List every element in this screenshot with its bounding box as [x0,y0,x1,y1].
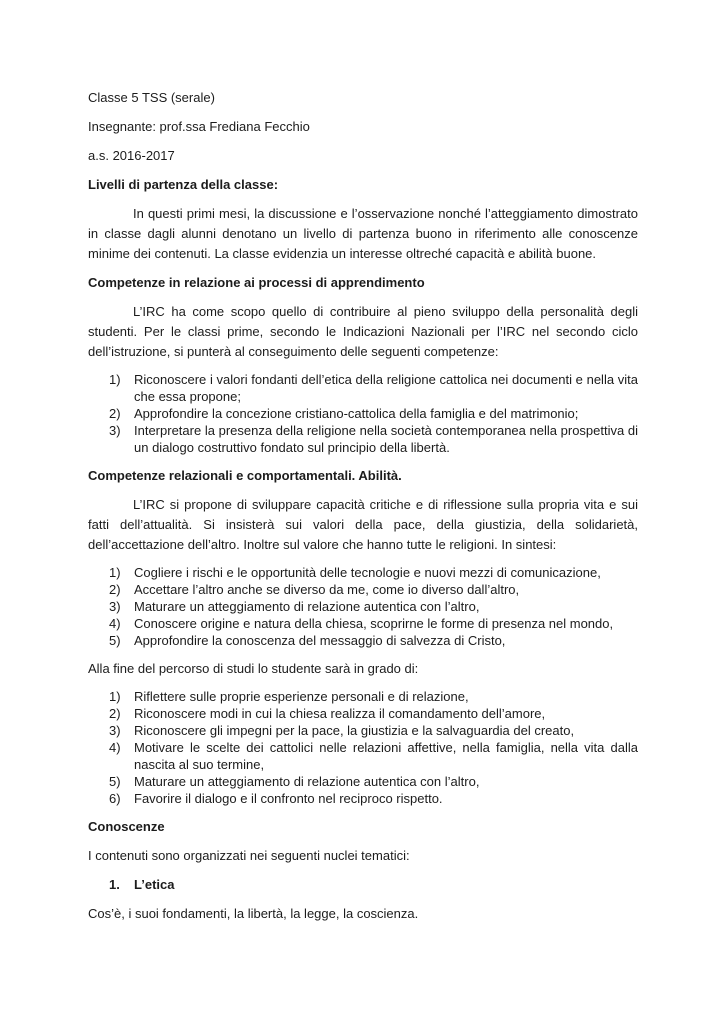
list-item [109,564,638,581]
list-item-number: 1) [109,565,121,580]
paragraph-alla-fine: Alla fine del percorso di studi lo studente sarà in grado di: [88,661,419,676]
list-item [109,722,638,739]
list-item-text: Riconoscere modi in cui la chiesa realizza il comandamento dell’amore, [134,706,546,721]
list-item [109,688,638,705]
list-item-text: Maturare un atteggiamento di relazione autentica con l’altro, [134,599,480,614]
heading-competenze-apprendimento: Competenze in relazione ai processi di apprendimento [88,275,425,290]
list-item-text: Riconoscere i valori fondanti dell’etica della religione cattolica nei documenti e nella vita che essa propone; [134,372,638,404]
list-item-text: Maturare un atteggiamento di relazione autentica con l’altro, [134,774,480,789]
list-item-text: Favorire il dialogo e il confronto nel reciproco rispetto. [134,791,443,806]
school-year-line: a.s. 2016-2017 [88,148,175,163]
list-item [109,773,638,790]
paragraph-irc-propone: L’IRC si propone di sviluppare capacità critiche e di riflessione sulla propria vita e sui fatti dell’attualità. Si insisterà sui valori della pace, della giustizia, della solidarietà, dell’accettazione dell’altro. Inoltre sul valore che hanno tutte le religioni. In sintesi: [88,497,638,552]
list-item-number: 2) [109,406,121,421]
paragraph-contenuti: I contenuti sono organizzati nei seguenti nuclei tematici: [88,848,410,863]
heading-livelli-di-partenza: Livelli di partenza della classe: [88,177,279,192]
list-item-number: 4) [109,740,121,755]
list-item-number: 2) [109,582,121,597]
heading-competenze-relazionali: Competenze relazionali e comportamentali. Abilità. [88,468,402,483]
list-item [109,422,638,456]
list-item-text: Riconoscere gli impegni per la pace, la giustizia e la salvaguardia del creato, [134,723,575,738]
list-item [109,632,638,649]
list-item-number: 3) [109,723,121,738]
list-item-number: 2) [109,706,121,721]
paragraph-livelli: In questi primi mesi, la discussione e l’osservazione nonché l’atteggiamento dimostrato in classe dagli alunni denotano un livello di partenza buono in riferimento alle conoscenze minime dei contenuti. La classe evidenzia un interesse oltreché capacità e abilità buone. [88,206,638,261]
topic-number: 1. [109,877,120,892]
list-item-number: 6) [109,791,121,806]
list-item [109,615,638,632]
list-sintesi [88,564,638,649]
paragraph-etica-description: Cos’è, i suoi fondamenti, la libertà, la legge, la coscienza. [88,906,419,921]
list-item [109,371,638,405]
list-item [109,581,638,598]
list-item-number: 5) [109,774,121,789]
list-item [109,598,638,615]
list-item-text: Conoscere origine e natura della chiesa, scoprirne le forme di presenza nel mondo, [134,616,614,631]
topic-etica [88,875,638,895]
list-item-text: Riflettere sulle proprie esperienze personali e di relazione, [134,689,469,704]
list-item-number: 4) [109,616,121,631]
topic-title: L’etica [134,877,175,892]
list-item [109,405,638,422]
list-item-number: 5) [109,633,121,648]
class-line: Classe 5 TSS (serale) [88,90,215,105]
teacher-line: Insegnante: prof.ssa Frediana Fecchio [88,119,310,134]
list-item-number: 1) [109,689,121,704]
list-item-number: 3) [109,423,121,438]
heading-conoscenze: Conoscenze [88,819,165,834]
list-item [109,705,638,722]
list-item-number: 1) [109,372,121,387]
list-item-text: Motivare le scelte dei cattolici nelle relazioni affettive, nella famiglia, nella vita dalla nascita al suo termine, [134,740,638,772]
list-item-text: Interpretare la presenza della religione nella società contemporanea nella prospettiva di un dialogo costruttivo fondato sul principio della libertà. [134,423,638,455]
list-item [109,739,638,773]
list-item [109,790,638,807]
list-competenze-apprendimento [88,371,638,456]
list-item-text: Approfondire la conoscenza del messaggio di salvezza di Cristo, [134,633,506,648]
list-studente-in-grado [88,688,638,807]
paragraph-irc-scopo: L’IRC ha come scopo quello di contribuire al pieno sviluppo della personalità degli studenti. Per le classi prime, secondo le Indicazioni Nazionali per l’IRC nel secondo ciclo dell’istruzione, si punterà al conseguimento delle seguenti competenze: [88,304,638,359]
list-item-text: Approfondire la concezione cristiano-cattolica della famiglia e del matrimonio; [134,406,579,421]
list-item-text: Accettare l’altro anche se diverso da me, come io diverso dall’altro, [134,582,520,597]
list-item-number: 3) [109,599,121,614]
list-item-text: Cogliere i rischi e le opportunità delle tecnologie e nuovi mezzi di comunicazione, [134,565,601,580]
